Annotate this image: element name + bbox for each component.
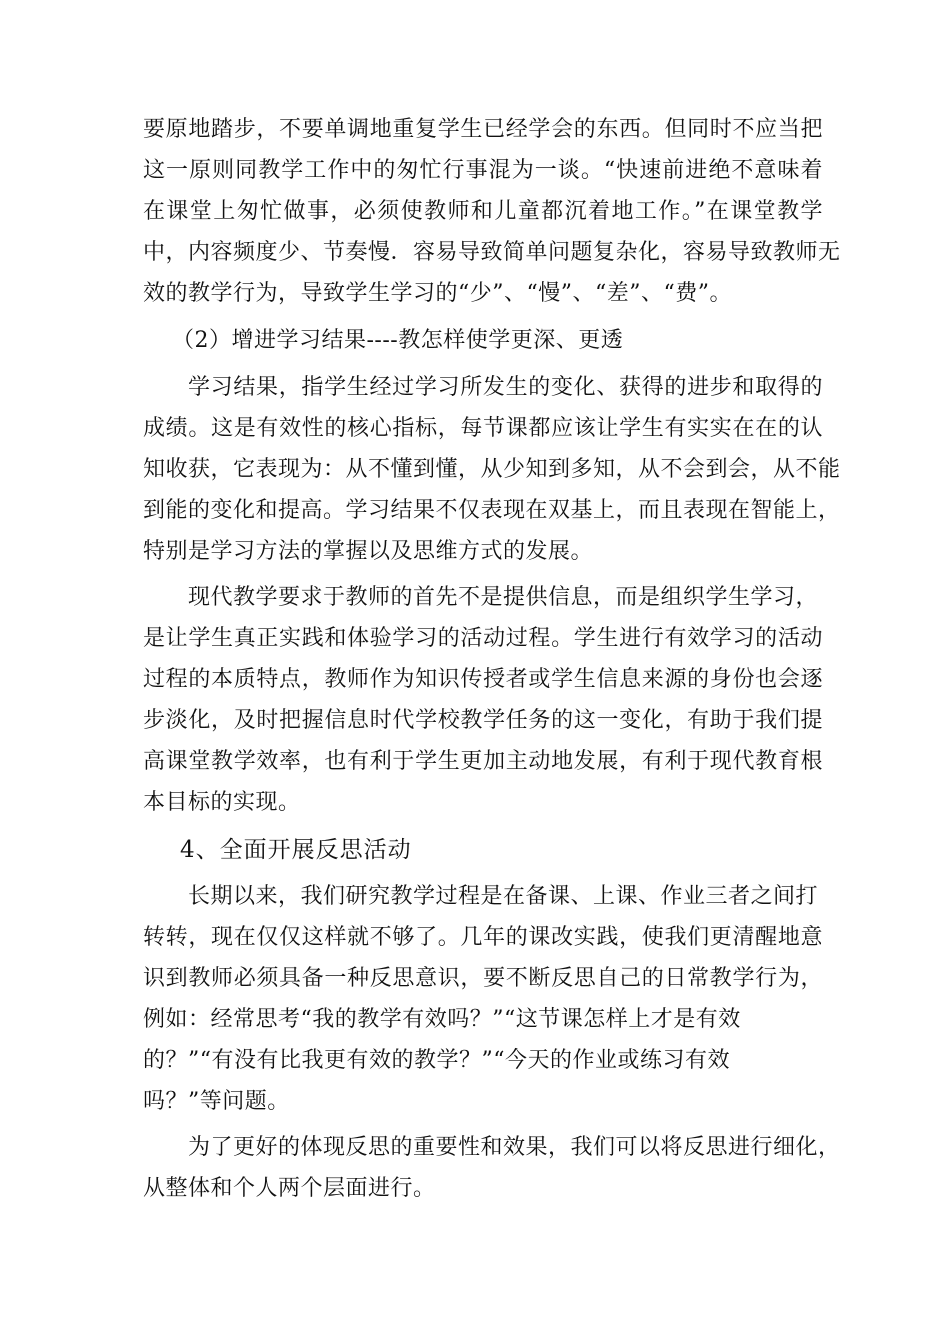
paragraph-line: 为了更好的体现反思的重要性和效果，我们可以将反思进行细化， [188,1135,841,1160]
paragraph-line: 学习结果，指学生经过学习所发生的变化、获得的进步和取得的 [188,375,823,400]
section-heading: 4、全面开展反思活动 [180,837,412,863]
paragraph-line: 在课堂上匆忙做事，必须使教师和儿童都沉着地工作。”在课堂教学 [143,199,823,224]
paragraph-line: 过程的本质特点，教师作为知识传授者或学生信息来源的身份也会逐 [143,667,823,692]
paragraph-line: 知收获，它表现为：从不懂到懂，从少知到多知，从不会到会，从不能 [143,457,841,482]
paragraph-line: 特别是学习方法的掌握以及思维方式的发展。 [143,539,594,564]
paragraph-line: 效的教学行为，导致学生学习的“少”、“慢”、“差”、“费”。 [143,281,732,306]
paragraph-line: 从整体和个人两个层面进行。 [143,1176,436,1201]
paragraph-line: 高课堂教学效率，也有利于学生更加主动地发展，有利于现代教育根 [143,749,823,774]
paragraph-line: 转转，现在仅仅这样就不够了。几年的课改实践，使我们更清醒地意 [143,925,823,950]
paragraph-line: 本目标的实现。 [143,790,301,815]
paragraph-line: 吗？”等问题。 [143,1089,290,1114]
paragraph-line: 到能的变化和提高。学习结果不仅表现在双基上，而且表现在智能上， [143,498,841,523]
paragraph-line: 这一原则同教学工作中的匆忙行事混为一谈。“快速前进绝不意味着 [143,158,823,183]
paragraph-line: 是让学生真正实践和体验学习的活动过程。学生进行有效学习的活动 [143,626,823,651]
paragraph-line: 成绩。这是有效性的核心指标，每节课都应该让学生有实实在在的认 [143,416,823,441]
paragraph-line: 现代教学要求于教师的首先不是提供信息，而是组织学生学习， [188,585,819,610]
paragraph-line: 例如：经常思考“我的教学有效吗？”“这节课怎样上才是有效 [143,1007,741,1032]
paragraph-line: 长期以来，我们研究教学过程是在备课、上课、作业三者之间打 [188,884,819,909]
paragraph-line: 的？”“有没有比我更有效的教学？”“今天的作业或练习有效 [143,1048,730,1073]
paragraph-line: 步淡化，及时把握信息时代学校教学任务的这一变化，有助于我们提 [143,708,823,733]
paragraph-line: 中，内容频度少、节奏慢．容易导致简单问题复杂化，容易导致教师无 [143,240,841,265]
paragraph-line: 识到教师必须具备一种反思意识，要不断反思自己的日常教学行为， [143,966,823,991]
paragraph-line: 要原地踏步，不要单调地重复学生已经学会的东西。但同时不应当把 [143,117,823,142]
subsection-heading: （2）增进学习结果----教怎样使学更深、更透 [172,328,624,353]
